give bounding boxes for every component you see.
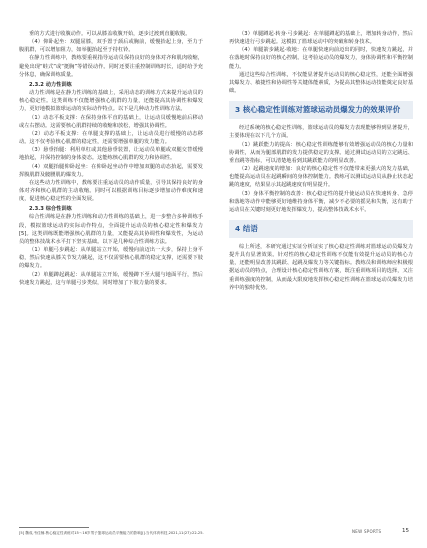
paragraph: （1）单腿弓步跳起：从单腿站立开始，缓慢向前迈出一大步，保持上身平稳，然后快速从膝关节发力跳起，这不仅需要核心肌群的稳定支撑，还需要下肢的爆发力。 <box>19 247 203 270</box>
section-heading: 4 结语 <box>229 220 413 238</box>
footnote: [5] 魏成,韦佳楠.核心稳定性训练对15～16岁男子篮球运动员平衡能力的影响[J].当代体育科技,2021,11(27):22-25. <box>19 531 204 535</box>
paragraph: （4）双腿抬腿仰卧起坐：在仰卧起坐动作中增加双腿的动态抬起，需要发挥腹肌群及髋腰肌的爆发力。 <box>19 163 203 178</box>
paragraph: （4）仰卧起坐：双腿屈膝，双手置于颈后或胸前，缓慢抬起上身，至力于腹肌群，可以增加阻力，如举腿抬起至于持杠铃。 <box>19 39 203 54</box>
subsection-heading: 2.3.3 综合性训练 <box>29 206 72 213</box>
paragraph: （4）单腿箭步跳起·收地：在单腿快速向前迈出的同时，快速发力跳起，并在落地时保持良好的核心控制。这考验运动员的爆发力，身体协调性和平衡控制能力。 <box>229 47 413 70</box>
section-heading: 3 核心稳定性训练对篮球运动员爆发力的效果评价 <box>229 101 413 119</box>
paragraph: 垂的方式进行收腹动作。可以从膝盖收腹开始，逐步过渡到直腿收腹。 <box>29 31 191 37</box>
paragraph: （3）单腿蹲起·转身·弓步跳起：在单腿蹲起的基础上，增加转身动作，然后再快速进行弓步跳起。这模拟了篮球运动中的突破和转身技术。 <box>229 31 413 46</box>
paragraph: （3）身体平衡控制的改善：核心稳定性的提升使运动员在快速转身、急停和落地等动作中能够更好地维持身体平衡，减少不必要的摇晃和失衡，这有助于运动员在关键时刻更好地发挥爆发力，提高整体技战术水平。 <box>229 190 413 213</box>
paragraph: 在静力性训练中，教练要重视指导运动员保持良好的身体对齐和肌肉收缩，避免出现“蛙式”或“挺胸”等错误动作。同时还要注重控制训练时长，适时给予充分休息，确保训练质量。 <box>19 55 203 78</box>
paragraph: 综合性训练是在静力性训练和动力性训练的基础上，进一步整合多种训练手段，模拟篮球运动的实际动作特点，全面提升运动员的核心稳定性和爆发力[5]。这类训练既能增强核心肌群的力量，又能提高其协调性和爆发性，为运动员的整体技战术水平打下坚实基础。以下是几种综合性训练方法。 <box>19 214 203 245</box>
page-number: 15 <box>402 528 409 534</box>
paragraph: 通过这些综合性训练，不仅能显著提升运动员的核心稳定性，还能全面增强其爆发力、敏捷性和协调性等关键体能素质，为提高其整体运动技能奠定良好基础。 <box>229 71 413 95</box>
subsection-heading: 2.3.2 动力性训练 <box>29 81 72 88</box>
footnote-divider <box>19 527 89 528</box>
paragraph: 动力性训练是在静力性训练的基础上，采用动态的训练方式来提升运动员的核心稳定性。这类训练不仅能增强核心肌群的力量，还能提高其协调性和爆发力，更好地模拟篮球运动的实际动作特点。以下是几种动力性训练方法。 <box>19 90 203 113</box>
paragraph: （2）动态平板支撑：在单腿支撑的基础上，让运动员进行缓慢的动态移动。这不仅考验核心肌群的稳定性，还需要增强单腿的发力能力。 <box>19 130 203 146</box>
paragraph: 经过系统的核心稳定性训练，篮球运动员的爆发力表现能够得到显著提升，主要体现在以下几个方面。 <box>229 125 413 140</box>
paragraph: （2）起跳速度的增加：良好的核心稳定性不仅能带来更强大的发力基础，也能提高运动员在起跳瞬间的身体控制能力。教练可以测试运动员从静止状态起跳的速度，结果显示其起跳速度有明显提升。 <box>229 166 413 189</box>
right-column <box>229 30 413 292</box>
left-column <box>19 30 203 287</box>
paragraph: （2）单腿蹲起跳起：从单腿站立开始，缓慢蹲下至大腿与地面平行，然后快速发力跳起，这与单腿弓步类似，同时增加了下肢力量的要求。 <box>19 271 203 286</box>
paragraph: 在这些动力性训练中，教练要注重运动员的动作质量，引导其保持良好的身体对齐和核心肌群的主动收缩。同时可以根据训练目标逐步增加动作难度和速度，促进核心稳定性的全面发展。 <box>19 179 203 203</box>
paragraph: （3）悬垂抬腿：利用单杠或其他悬垂装置，让运动员单腿或双腿交替缓慢地抬起，并保持控制的身体姿态。这能练核心肌群的发力和协调性。 <box>19 147 203 162</box>
paragraph: （1）动态平板支撑：在保持身体平直的基础上，让运动员缓慢地前后移动或左右摆动。这需要核心肌群持续的收缩和放松，增强其协调性。 <box>19 114 203 129</box>
paragraph: 综上所述，本研究通过实证分析证实了核心稳定性训练对篮球运动员爆发力提升具有显著效果。针对性的核心稳定性训练不仅能有效提升运动员的核心力量，还能明显改善其跳跃、起跳及爆发力等关键指标。教练员和训练师应积极根据运动员的特点，合理设计核心稳定性训练方案，既注重训练项目的选择，又注重训练强度的控制，从而最大限度地发挥核心稳定性训练在篮球运动员爆发力培养中的独特优势。 <box>229 243 413 291</box>
magazine-name: NEW SPORTS <box>352 529 382 534</box>
paragraph: （1）跳跃能力的提高：核心稳定性训练能够有效增强运动员的核心力量和协调性，从而为腿部肌群的发力提供稳定的支撑。通过测试运动员的立定跳远、垂直跳等指标，可以清楚地看到其跳跃能力的明显改善。 <box>229 141 413 164</box>
